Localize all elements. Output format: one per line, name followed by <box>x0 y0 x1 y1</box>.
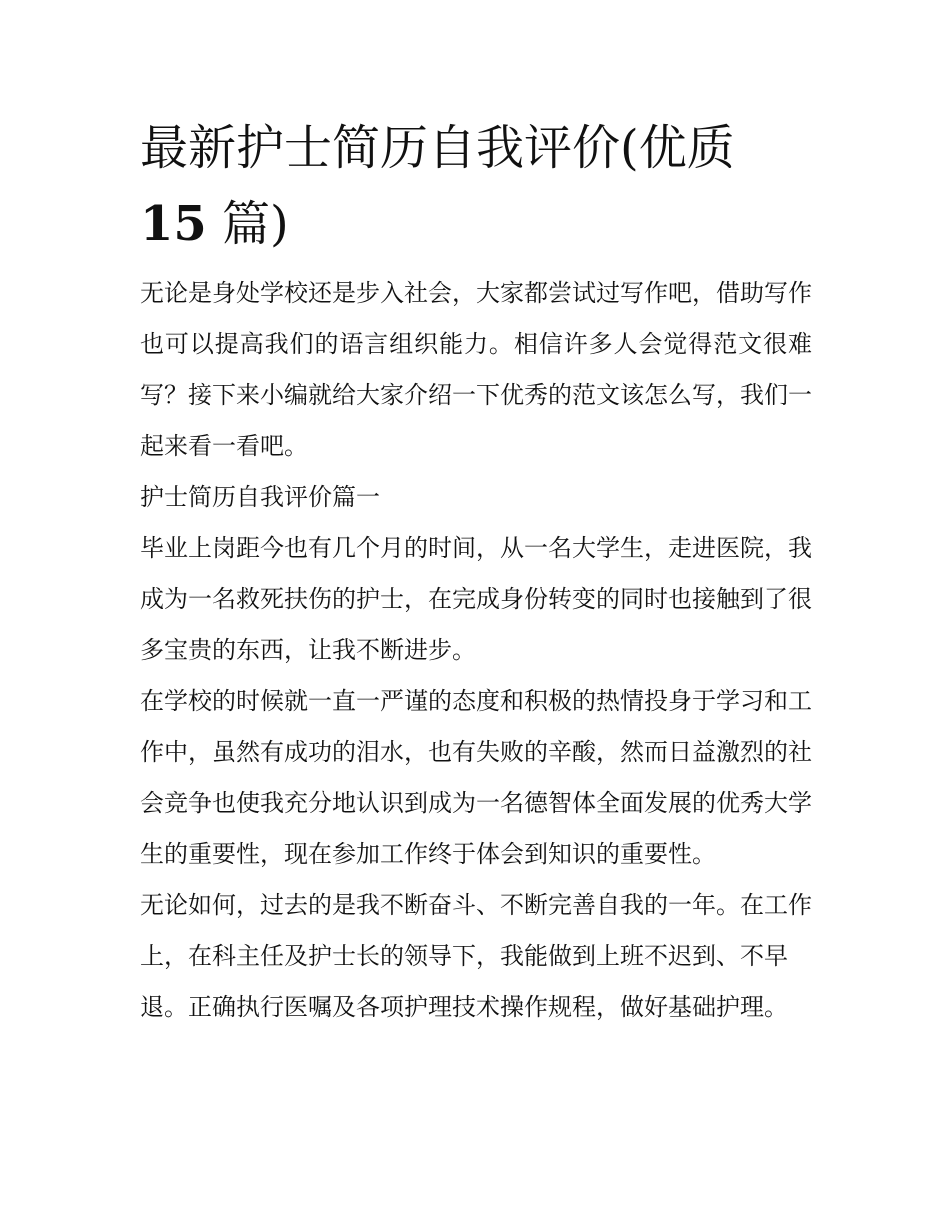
intro-paragraph: 无论是身处学校还是步入社会，大家都尝试过写作吧，借助写作也可以提高我们的语言组织能力。相信许多人会觉得范文很难写？接下来小编就给大家介绍一下优秀的范文该怎么写，我们一起来看一看吧。 <box>140 279 812 460</box>
body-paragraph-2: 在学校的时候就一直一严谨的态度和积极的热情投身于学习和工作中，虽然有成功的泪水，也有失败的辛酸，然而日益激烈的社会竞争也使我充分地认识到成为一名德智体全面发展的优秀大学生的重要性，现在参加工作终于体会到知识的重要性。 <box>140 687 812 868</box>
document-title <box>140 110 812 262</box>
section-heading: 护士简历自我评价篇一 <box>140 483 380 511</box>
title-number: 15 <box>140 196 207 252</box>
title-line-1: 最新护士简历自我评价(优质 <box>140 120 735 176</box>
document-page <box>140 110 812 1033</box>
body-paragraph-1: 毕业上岗距今也有几个月的时间，从一名大学生，走进医院，我成为一名救死扶伤的护士，在完成身份转变的同时也接触到了很多宝贵的东西，让我不断进步。 <box>140 534 812 664</box>
title-line-2-rest: 篇) <box>206 196 289 252</box>
body-paragraph-3: 无论如何，过去的是我不断奋斗、不断完善自我的一年。在工作上，在科主任及护士长的领导下，我能做到上班不迟到、不早退。正确执行医嘱及各项护理技术操作规程，做好基础护理。 <box>140 891 812 1021</box>
